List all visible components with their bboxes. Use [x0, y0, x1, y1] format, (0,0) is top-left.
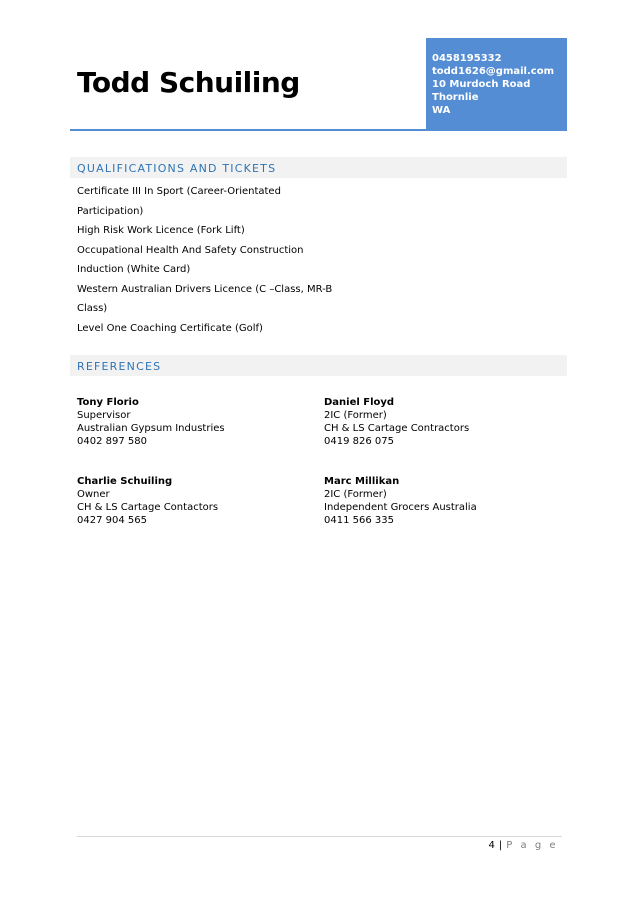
reference-company: CH & LS Cartage Contactors: [77, 502, 219, 513]
reference-phone: 0411 566 335: [324, 515, 394, 526]
page-number: 4: [488, 840, 495, 851]
qualification-line: Participation): [77, 206, 144, 217]
reference-phone: 0419 826 075: [324, 436, 394, 447]
footer-separator: |: [498, 840, 503, 851]
reference-name: Tony Florio: [77, 397, 139, 408]
reference-role: 2IC (Former): [324, 489, 387, 500]
reference-entry: [324, 396, 554, 448]
reference-phone: 0427 904 565: [77, 515, 147, 526]
qualification-line: Western Australian Drivers Licence (C –Class, MR-B: [77, 284, 333, 295]
page-label: P a g e: [506, 840, 558, 851]
footer-divider: [77, 836, 562, 837]
contact-email: todd1626@gmail.com: [432, 66, 554, 77]
reference-name: Daniel Floyd: [324, 397, 395, 408]
qualifications-title: QUALIFICATIONS AND TICKETS: [77, 162, 277, 175]
reference-name: Marc Millikan: [324, 476, 400, 487]
reference-phone: 0402 897 580: [77, 436, 147, 447]
reference-entry: [324, 475, 554, 527]
reference-company: CH & LS Cartage Contractors: [324, 423, 470, 434]
page-footer: [489, 840, 558, 851]
qualification-line: Level One Coaching Certificate (Golf): [77, 323, 263, 334]
contact-state: WA: [432, 105, 451, 116]
reference-company: Independent Grocers Australia: [324, 502, 477, 513]
reference-role: Owner: [77, 489, 110, 500]
qualification-line: Induction (White Card): [77, 264, 191, 275]
contact-phone: 0458195332: [432, 53, 502, 64]
references-section-header: [70, 355, 567, 376]
contact-suburb: Thornlie: [432, 92, 479, 103]
reference-role: Supervisor: [77, 410, 131, 421]
qualification-line: High Risk Work Licence (Fork Lift): [77, 225, 245, 236]
references-title: REFERENCES: [77, 360, 162, 373]
reference-entry: [77, 396, 307, 448]
qualifications-section-header: [70, 157, 567, 178]
qualification-line: Certificate III In Sport (Career-Orientated: [77, 186, 281, 197]
contact-street: 10 Murdoch Road: [432, 79, 531, 90]
header-divider: [70, 129, 567, 131]
qualification-line: Class): [77, 303, 108, 314]
reference-name: Charlie Schuiling: [77, 476, 173, 487]
candidate-name: Todd Schuiling: [77, 66, 300, 99]
reference-role: 2IC (Former): [324, 410, 387, 421]
contact-box: [426, 38, 567, 130]
reference-company: Australian Gypsum Industries: [77, 423, 225, 434]
reference-entry: [77, 475, 307, 527]
qualification-line: Occupational Health And Safety Construction: [77, 245, 304, 256]
